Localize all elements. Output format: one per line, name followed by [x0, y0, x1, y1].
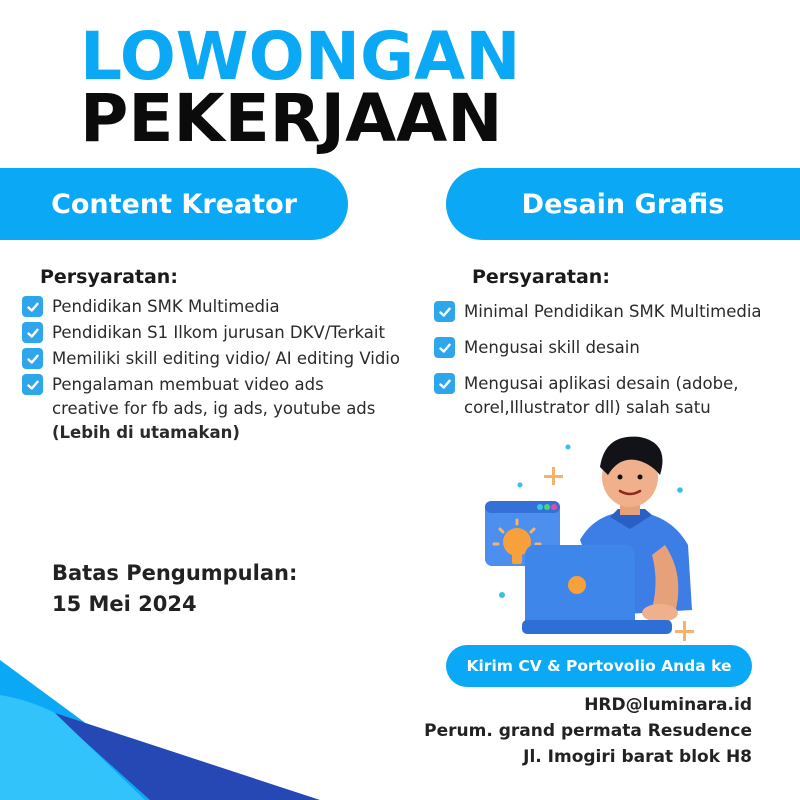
- checkbox-checked-icon: [22, 374, 43, 395]
- checkbox-checked-icon: [22, 296, 43, 317]
- contact-address-line-1: Perum. grand permata Resudence: [424, 721, 752, 741]
- requirements-list-content-kreator: [22, 295, 400, 447]
- cta-label: Kirim CV & Portovolio Anda ke: [466, 657, 732, 675]
- title-line-2: PEKERJAAN: [80, 80, 503, 157]
- send-cv-banner: [446, 645, 752, 687]
- deadline-label: Batas Pengumpulan:: [52, 561, 298, 585]
- contact-block: [424, 692, 752, 770]
- requirement-item: Pengalaman membuat video ads creative for fb ads, ig ads, youtube ads (Lebih di utamakan): [22, 373, 400, 445]
- position-desain-grafis-banner: [446, 168, 800, 240]
- requirement-item: Mengusai skill desain: [434, 336, 762, 360]
- deadline-date: 15 Mei 2024: [52, 592, 197, 616]
- checkbox-checked-icon: [22, 348, 43, 369]
- title-line-1: LOWONGAN: [80, 18, 521, 95]
- deadline-block: [52, 558, 297, 620]
- checkbox-checked-icon: [434, 337, 455, 358]
- position-content-kreator-banner: [0, 168, 348, 240]
- requirements-list-desain-grafis: [434, 300, 762, 422]
- contact-email[interactable]: HRD@luminara.id: [584, 695, 752, 715]
- requirements-heading: Persyaratan:: [40, 266, 178, 288]
- checkbox-checked-icon: [434, 373, 455, 394]
- requirement-item: Pendidikan SMK Multimedia: [22, 295, 400, 319]
- requirement-item: Memiliki skill editing vidio/ AI editing Vidio: [22, 347, 400, 371]
- man-with-laptop-illustration: [480, 425, 710, 645]
- position-label: Desain Grafis: [521, 188, 725, 220]
- checkbox-checked-icon: [434, 301, 455, 322]
- preferred-note: (Lebih di utamakan): [52, 423, 240, 442]
- requirements-heading: Persyaratan:: [472, 266, 610, 288]
- position-label: Content Kreator: [51, 188, 297, 220]
- requirement-item: Minimal Pendidikan SMK Multimedia: [434, 300, 762, 324]
- requirement-item: Pendidikan S1 Ilkom jurusan DKV/Terkait: [22, 321, 400, 345]
- requirement-item: Mengusai aplikasi desain (adobe, corel,Illustrator dll) salah satu: [434, 372, 762, 420]
- contact-address-line-2: Jl. Imogiri barat blok H8: [523, 747, 752, 767]
- checkbox-checked-icon: [22, 322, 43, 343]
